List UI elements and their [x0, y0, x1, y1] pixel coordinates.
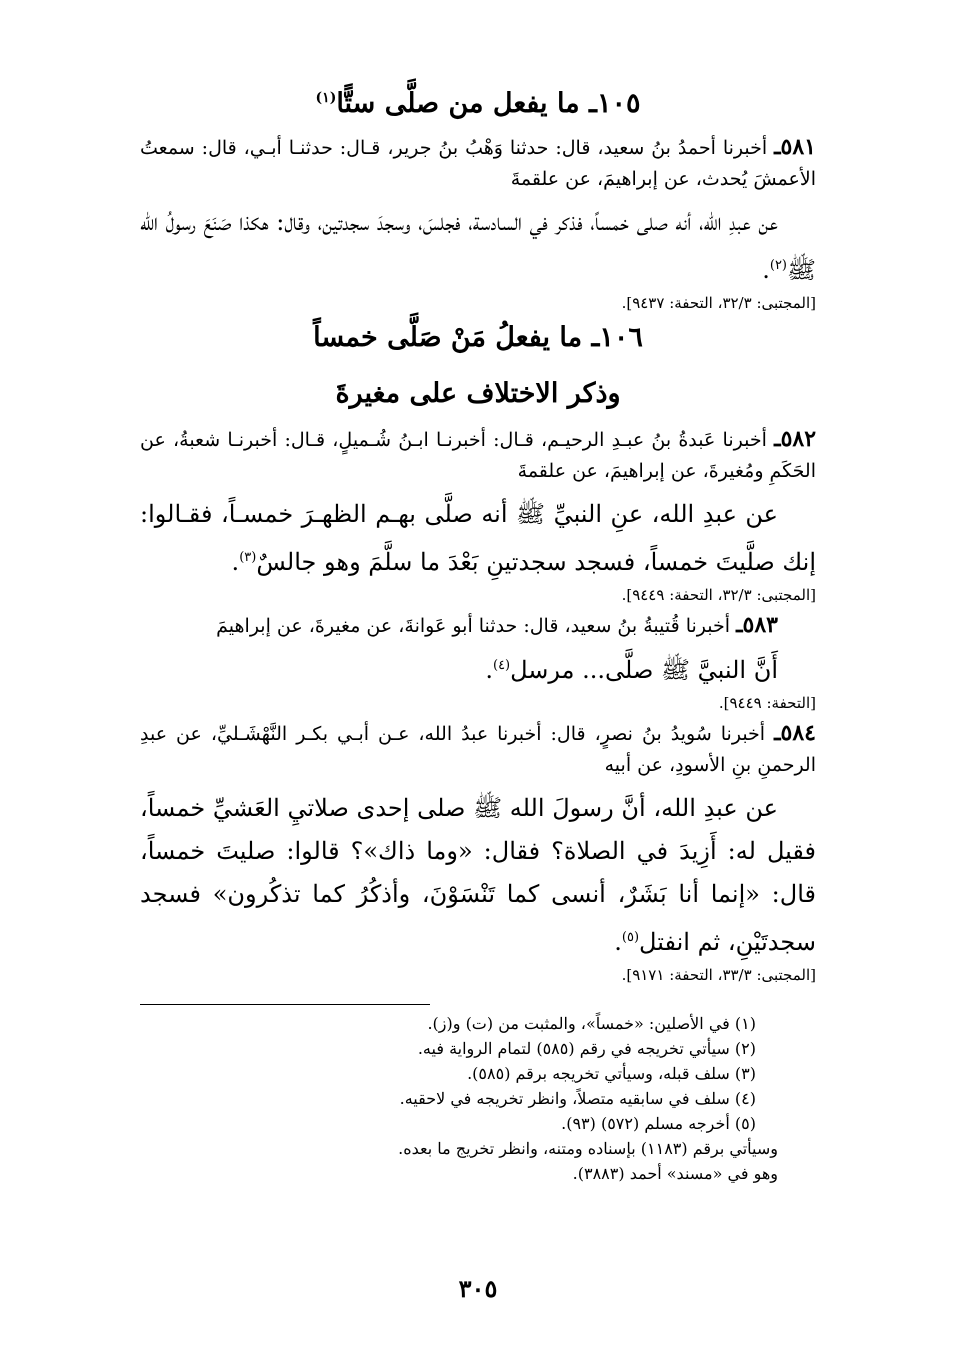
isnad-text: أخبرنا عَبدةُ بنُ عبـدِ الرحيـم، قـال: أخبرنـا ابـنُ شُـميلٍ، قـال: أخبرنـا شعبةُ، عن الحَكَمِ ومُغيرةَ، عن إبراهيمَ، عن علقمةَ [140, 429, 816, 482]
hadith-581-isnad [140, 132, 816, 195]
hadith-number: ٥٨١ـ [774, 134, 816, 160]
isnad-text: أخبرنا قُتيبةُ بنُ سعيد، قال: حدثنا أبو عَوانةَ، عن مغيرةَ، عن إبراهيمَ [216, 615, 731, 637]
footnote-5-cont-1: وسيأتي برقم (١١٨٣) بإسناده ومتنه، وانظر تخريج ما بعده. [398, 1139, 778, 1158]
footnote-5: (٥) أخرجه مسلم (٥٧٢) (٩٣). [561, 1114, 756, 1133]
footnotes [140, 1011, 816, 1186]
page-number: ٣٠٥ [458, 1274, 498, 1303]
chapter-title-106: ١٠٦ـ ما يفعلُ مَنْ صَلَّى خمساً [313, 322, 643, 353]
hadith-number: ٥٨٢ـ [774, 426, 817, 452]
isnad-text: أخبرنا أحمدُ بنُ سعيد، قال: حدثنا وَهْبُ بنُ جرير، قـال: حدثنـا أبـي، قال: سمعتُ الأعمشَ يُحدث، عن إبراهيمَ، عن علقمةَ [140, 137, 816, 190]
matn-text: عن عبدِ الله، عنِ النبيِّ ﷺ أنه صلَّى بهـم الظهـرَ خمسـاً، فقـالوا: إنك صلَّيتَ خمساً، فسجد سجدتينِ بَعْدَ ما سلَّمَ وهو جالسٌ [140, 500, 816, 576]
hadith-584-matn: عن عبدِ الله، أنَّ رسولَ الله ﷺ صلى إحدى صلاتيِ العَشيِّ خمساً، فقيل له: أَزِيدَ في الصلاة؟ فقال: «وما ذاك»؟ قالوا: صليتَ خمساً، قال: «إنما أنا بَشَرٌ، أنسى كما تَنْسَوْنَ، وأذكُرُ كما تذكُرون» فسجد سجدتَيْنِ، ثم انفتل$^{(٥)}$. [140, 794, 816, 956]
footnote-ref-4: (٤) [492, 658, 511, 673]
hadith-583-matn: أَنَّ النبيَّ ﷺ صلَّى... مرسل$^{(٤)}$. [485, 656, 778, 684]
footnote-4: (٤) سلف في سابقيه متصلاً، وانظر تخريجه في لاحقيه. [399, 1089, 756, 1108]
footnote-2: (٢) سيأتي تخريجه في رقم (٥٨٥) لتمام الرواية فيه. [417, 1039, 756, 1058]
chapter-subtitle-106: وذكر الاختلاف على مغيرةَ [335, 378, 621, 409]
hadith-581-matn: عن عبدِ الله، أنه صلى خمساً، فذكر في السادسة، فجلسَ، وسجدَ سجدتين، وقال: هكذا صَنَعَ رسولُ الله ﷺ$^{(٢)}$. [140, 208, 816, 284]
chapter-title-105 [140, 78, 816, 124]
hadith-number: ٥٨٤ـ [774, 720, 816, 746]
hadith-number: ٥٨٣ـ [736, 612, 778, 638]
footnote-ref-3: (٣) [239, 550, 257, 565]
hadith-582-reference: [المجتبى: ٣٢/٣، التحفة: ٩٤٤٩]. [621, 586, 816, 604]
footnote-ref-2: (٢) [769, 258, 787, 273]
hadith-584-reference: [المجتبى: ٣٣/٣، التحفة: ٩١٧١]. [621, 966, 816, 984]
chapter-title-105-text: ١٠٥ـ ما يفعل من صلَّى ستًّا [336, 88, 641, 119]
matn-text: عن عبدِ الله، أنَّ رسولَ الله ﷺ صلى إحدى صلاتيِ العَشيِّ خمساً، فقيل له: أَزِيدَ في الصلاة؟ فقال: «وما ذاك»؟ قالوا: صليتَ خمساً، قال: «إنما أنا بَشَرٌ، أنسى كما تَنْسَوْنَ، وأذكُرُ كما تذكُرون» فسجد سجدتَيْنِ، ثم انفتل [140, 794, 816, 956]
hadith-584-isnad [140, 718, 816, 781]
isnad-text: أخبرنا سُويدُ بنُ نصرٍ، قال: أخبرنا عبدُ الله، عـن أبـي بكـر النَّهْشَـليِّ، عن عبدِ الرحمنِ بنِ الأسودِ، عن أبيه [140, 723, 816, 776]
footnote-5-cont-2: وهو في «مسند» أحمد (٣٨٨٣). [572, 1164, 778, 1183]
footnote-ref-1: (١) [315, 90, 337, 106]
footnote-ref-5: (٥) [621, 930, 640, 945]
matn-text: أَنَّ النبيَّ ﷺ صلَّى... مرسل [510, 656, 778, 684]
footnote-1: (١) في الأصلين: «خمساً»، والمثبت من (ت) و(ز). [427, 1014, 756, 1033]
footnote-separator [140, 1004, 430, 1005]
hadith-582-matn: عن عبدِ الله، عنِ النبيِّ ﷺ أنه صلَّى بهـم الظهـرَ خمسـاً، فقـالوا: إنك صلَّيتَ خمساً، فسجد سجدتينِ بَعْدَ ما سلَّمَ وهو جالسٌ$^{(٣)}$. [140, 500, 816, 576]
hadith-583-reference: [التحفة: ٩٤٤٩]. [718, 694, 816, 712]
hadith-582-isnad [140, 424, 816, 487]
hadith-581-reference: [المجتبى: ٣٢/٣، التحفة: ٩٤٣٧]. [621, 294, 816, 312]
hadith-583-isnad [140, 610, 816, 642]
footnote-3: (٣) سلف قبله، وسيأتي تخريجه برقم (٥٨٥). [467, 1064, 756, 1083]
matn-text: عن عبدِ الله، أنه صلى خمساً، فذكر في السادسة، فجلسَ، وسجدَ سجدتين، وقال: هكذا صَنَعَ رسولُ الله ﷺ [140, 208, 816, 284]
